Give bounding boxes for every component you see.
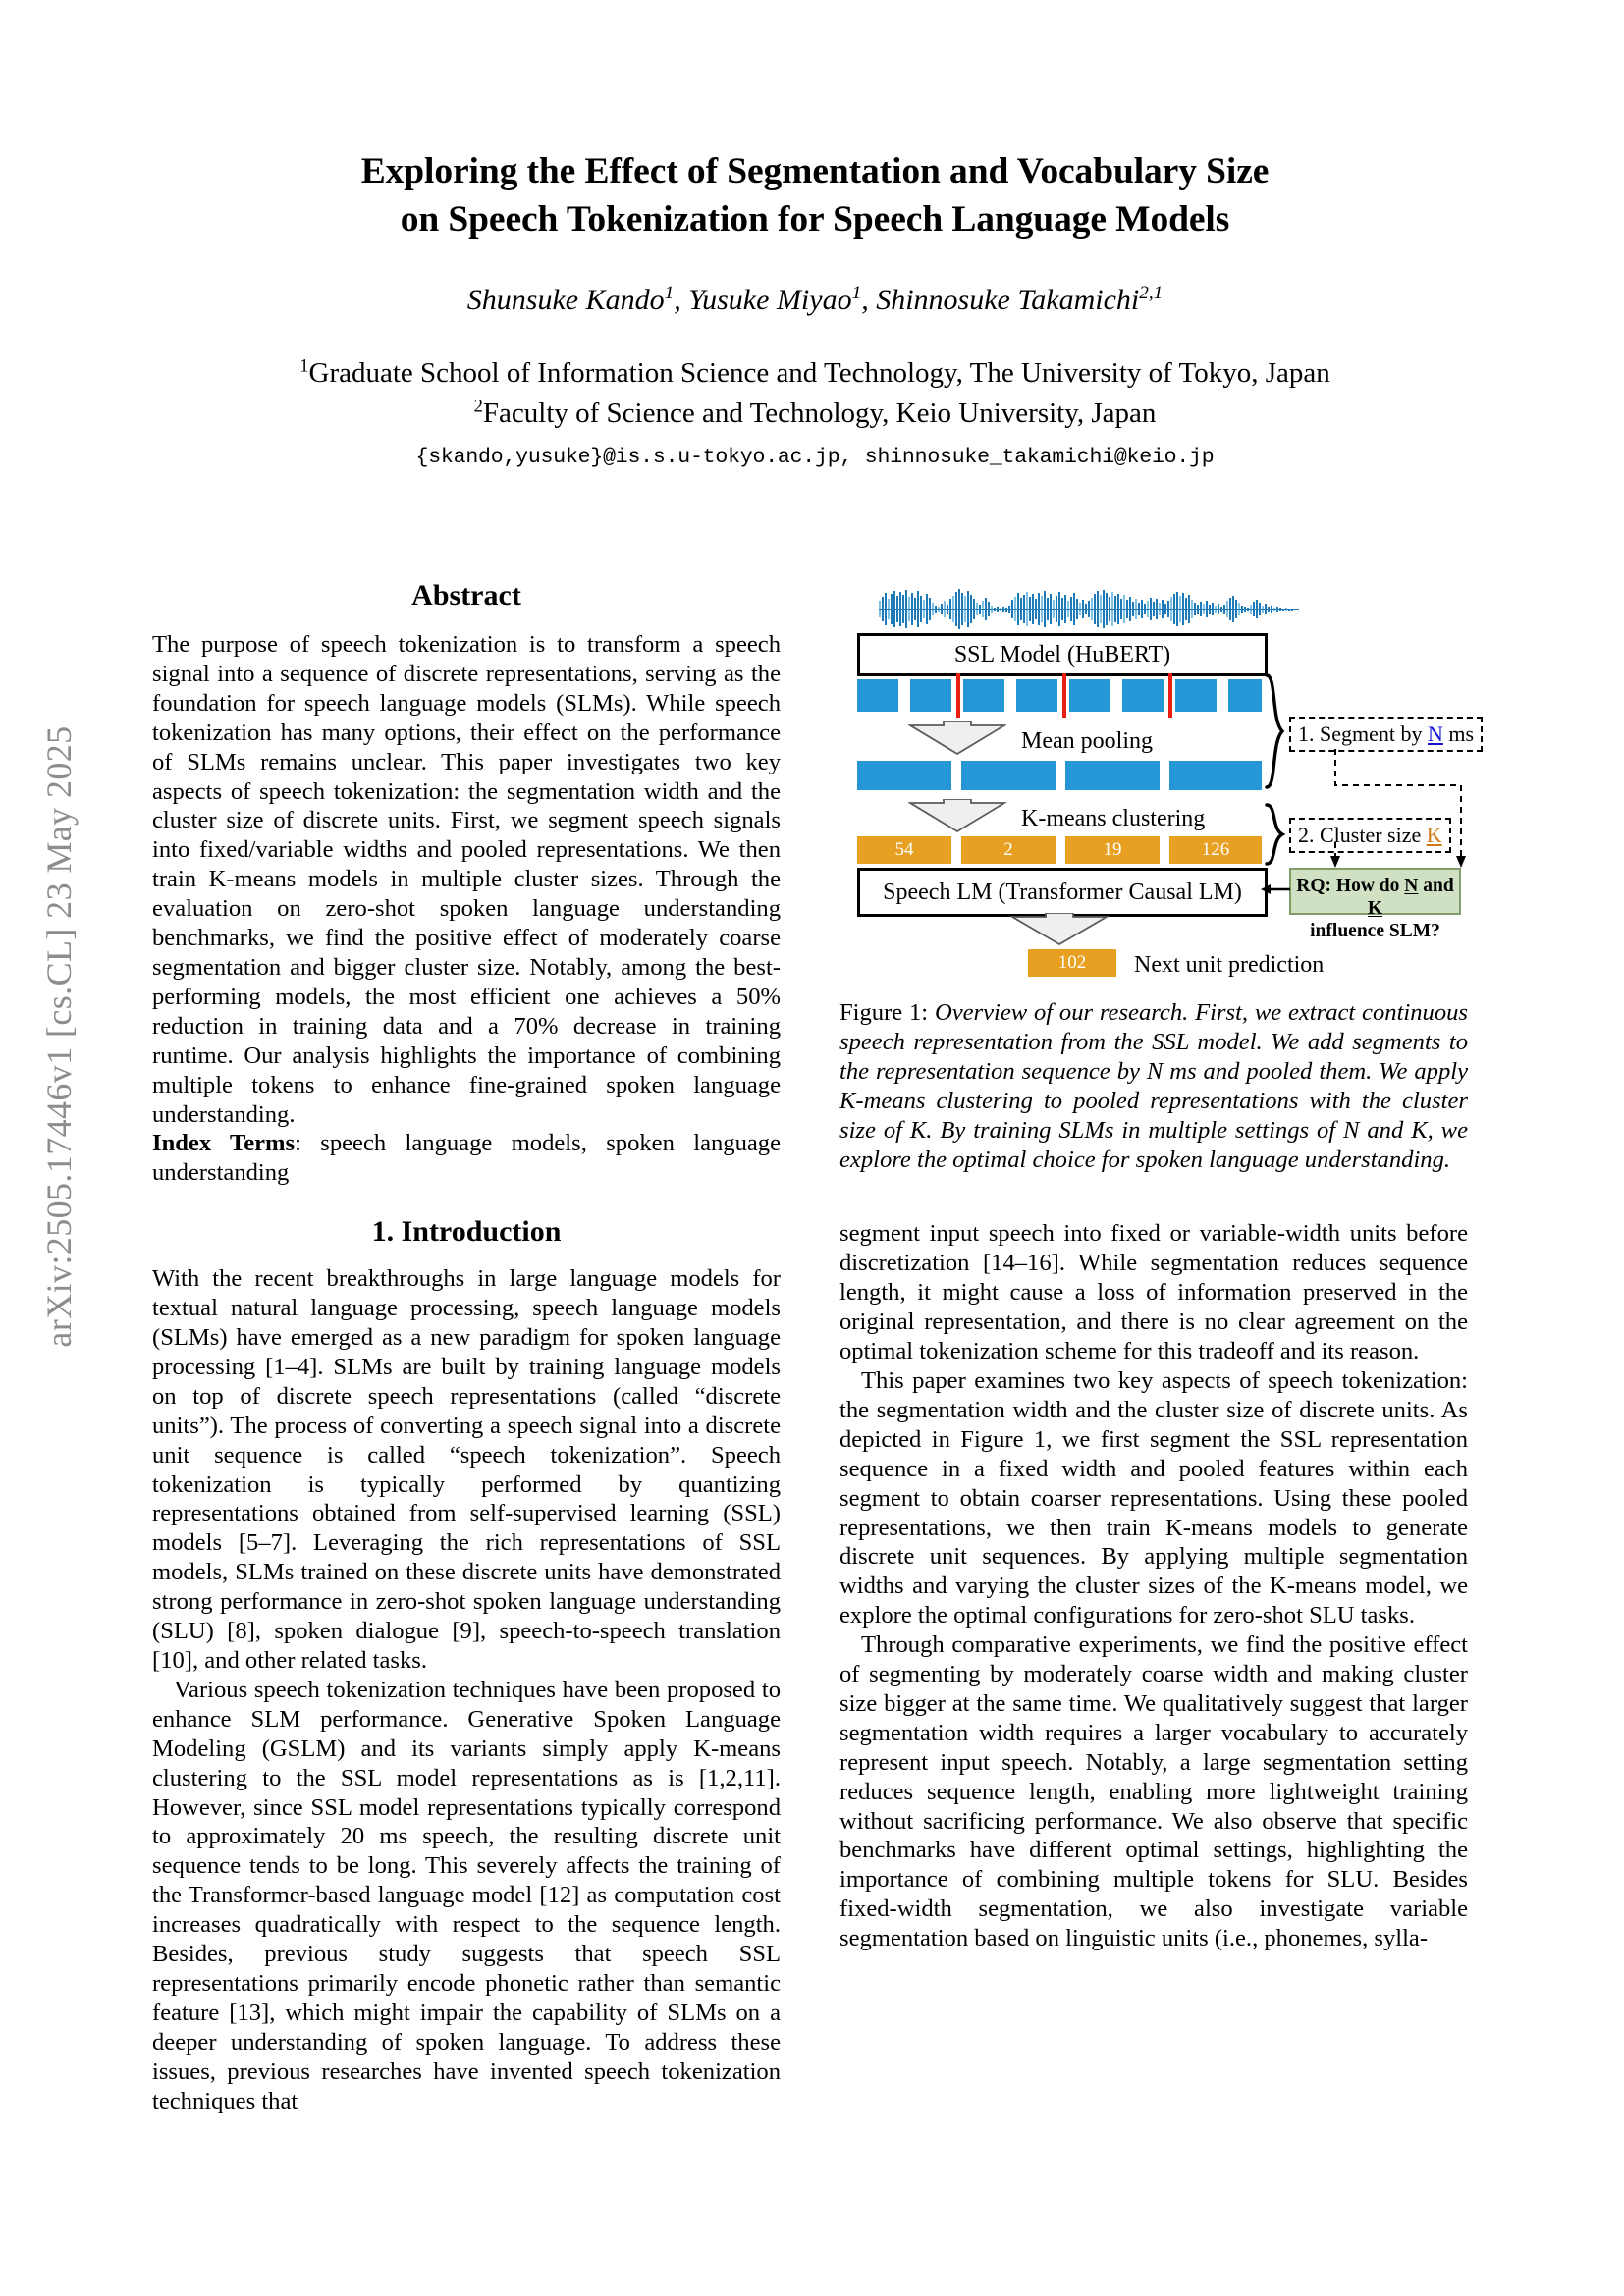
arxiv-stamp: arXiv:2505.17446v1 [cs.CL] 23 May 2025 bbox=[39, 725, 79, 1348]
figure-caption-number: Figure 1: bbox=[839, 999, 935, 1026]
pooled-cell bbox=[1065, 761, 1160, 790]
index-terms-line bbox=[152, 1129, 781, 1188]
affiliation-1 bbox=[152, 353, 1478, 394]
rq-variable-k: K bbox=[1367, 898, 1383, 919]
annotation-cluster-prefix: 2. Cluster size bbox=[1298, 823, 1427, 847]
column-gap-spacer bbox=[839, 1174, 1468, 1219]
index-terms-value: : speech language models, spoken language understanding bbox=[152, 1130, 781, 1187]
rq-to-slm-arrow-icon bbox=[1260, 881, 1291, 902]
author-2-affiliation-marker: 1 bbox=[851, 283, 862, 303]
cluster-brace-icon bbox=[1264, 803, 1285, 867]
contact-emails: {skando,yusuke}@is.s.u-tokyo.ac.jp, shinnosuke_takamichi@keio.jp bbox=[415, 446, 1215, 469]
figure-1-caption bbox=[839, 998, 1468, 1174]
rq-prefix: RQ: How do bbox=[1296, 876, 1405, 896]
intro-paragraph-2: Various speech tokenization techniques have been proposed to enhance SLM performance. Generative Spoken Language Modeling (GSLM) and its variants simply apply K-means clustering to the SSL model representations as is [1,2,11]. However, since SSL model representations typically correspond to approximately 20 ms speech, the resulting discrete unit sequence tends to be long. This severely affects the training of the Transformer-based language model [12] as computation cost increases quadratically with respect to the sequence length. Besides, previous study suggests that speech SSL representations primarily encode phonetic rather than semantic feature [13], which might impair the capability of SLMs on a deeper understanding of spoken language. To address these issues, previous researches have invented speech tokenization techniques that bbox=[152, 1676, 781, 2114]
discrete-unit-cell: 54 bbox=[857, 836, 951, 864]
figure-1-graphic bbox=[839, 579, 1475, 987]
rq-conjunction: and bbox=[1418, 876, 1454, 896]
author-2-name: , Yusuke Miyao bbox=[674, 284, 852, 316]
affiliation-2 bbox=[152, 394, 1478, 434]
segment-boundary-tick bbox=[956, 673, 960, 718]
frame-cell bbox=[1016, 679, 1057, 712]
ssl-model-box: SSL Model (HuBERT) bbox=[857, 633, 1268, 676]
segment-boundary-tick bbox=[1168, 673, 1172, 718]
affiliation-1-text: Graduate School of Information Science and Technology, The University of Tokyo, Japan bbox=[308, 357, 1330, 389]
page-title bbox=[152, 147, 1478, 243]
affiliation-2-marker: 2 bbox=[473, 396, 483, 417]
frame-cell bbox=[1175, 679, 1217, 712]
index-terms-label: Index Terms bbox=[152, 1130, 296, 1157]
intro-paragraph-5: Through comparative experiments, we find the positive effect of segmenting by moderately coarse width and making cluster size bigger at the same time. We qualitatively suggest that larger segmentation width requires a larger vocabulary to accurately represent input speech. Notably, a large segmentation setting reduces sequence length, enabling more lightweight training without sacrificing performance. We also observe that specific benchmarks have different optimal settings, highlighting the importance of combining multiple tokens for SLU. Besides fixed-width segmentation, we also investigate variable segmentation based on linguistic units (i.e., phonemes, sylla- bbox=[839, 1631, 1468, 1952]
left-column bbox=[152, 579, 781, 2116]
frame-cell bbox=[963, 679, 1004, 712]
right-column bbox=[839, 579, 1475, 1953]
frame-cell bbox=[1069, 679, 1110, 712]
kmeans-arrow-icon bbox=[908, 799, 1006, 834]
frame-cell bbox=[910, 679, 951, 712]
pooled-cell bbox=[857, 761, 951, 790]
title-line-2: on Speech Tokenization for Speech Language Models bbox=[400, 199, 1230, 240]
affiliation-list bbox=[152, 353, 1478, 434]
mean-pooling-arrow-icon bbox=[908, 721, 1006, 757]
next-unit-prediction-label: Next unit prediction bbox=[1134, 952, 1325, 978]
affiliation-2-text: Faculty of Science and Technology, Keio University, Japan bbox=[482, 398, 1157, 429]
frame-representation-row bbox=[857, 679, 1262, 712]
author-3-name: , Shinnosuke Takamichi bbox=[861, 284, 1140, 316]
discrete-unit-cell: 126 bbox=[1169, 836, 1262, 864]
research-question-box bbox=[1289, 868, 1461, 941]
intro-paragraph-4: This paper examines two key aspects of speech tokenization: the segmentation width and the cluster size of discrete units. As depicted in Figure 1, we first segment the SSL representation sequence in a fixed width and pooled features within each segment to obtain coarser representations. Using these pooled representations, we then train K-means models to generate discrete unit sequences. By applying multiple segmentation widths and varying the cluster sizes of the K-means model, we explore the optimal configurations for zero-shot SLU tasks. bbox=[839, 1366, 1468, 1629]
discrete-unit-cell: 2 bbox=[961, 836, 1056, 864]
speech-waveform-icon bbox=[869, 587, 1316, 631]
rq-line-2: influence SLM? bbox=[1310, 921, 1440, 941]
speech-lm-box: Speech LM (Transformer Causal LM) bbox=[857, 868, 1268, 917]
intro-paragraph-3: segment input speech into fixed or variable-width units before discretization [14–16]. While segmentation reduces sequence length, it might cause a loss of information preserved in the original representation, and there is no clear agreement on the optimal tokenization scheme for this tradeoff and its reason. bbox=[839, 1220, 1468, 1365]
annotation-segment-prefix: 1. Segment by bbox=[1298, 721, 1428, 746]
author-1-affiliation-marker: 1 bbox=[664, 283, 675, 303]
annotation-segment-suffix: ms bbox=[1442, 721, 1475, 746]
segment-brace-icon bbox=[1264, 673, 1285, 791]
author-1-name: Shunsuke Kando bbox=[466, 284, 665, 316]
segment-boundary-tick bbox=[1062, 673, 1066, 718]
annotation-variable-n: N bbox=[1428, 721, 1443, 746]
abstract-paragraph: The purpose of speech tokenization is to transform a speech signal into a sequence of discrete representations, serving as the foundation for speech language models (SLMs). While speech tokenization has many options, their effect on the performance of SLMs remains unclear. This paper investigates two key aspects of speech tokenization: the segmentation width and the cluster size of discrete units. First, we segment speech signals into fixed/variable widths and pooled representations. We then train K-means models in multiple cluster sizes. Through the evaluation on zero-shot spoken language understanding benchmarks, we find the positive effect of moderately coarse segmentation and bigger cluster size. Notably, among the best-performing models, the most efficient one achieves a 50% reduction in training data and a 70% decrease in training runtime. Our analysis highlights the importance of combining multiple tokens to enhance fine-grained spoken language understanding. bbox=[152, 631, 781, 1128]
pooled-cell bbox=[961, 761, 1056, 790]
abstract-heading: Abstract bbox=[411, 579, 521, 612]
rq-variable-n: N bbox=[1404, 876, 1419, 896]
predicted-unit-cell: 102 bbox=[1028, 949, 1116, 977]
discrete-unit-row bbox=[857, 836, 1262, 864]
next-prediction-arrow-icon bbox=[1010, 913, 1109, 946]
annotation-connector-lines bbox=[1286, 744, 1468, 872]
discrete-unit-cell: 19 bbox=[1065, 836, 1160, 864]
figure-caption-text: Overview of our research. First, we extract continuous speech representation from the SSL model. We add segments to the representation sequence by N ms and pooled them. We apply K-means clustering to pooled representations with the cluster size of K. By training SLMs in multiple settings of N and K, we explore the optimal choice for spoken language understanding. bbox=[839, 999, 1468, 1173]
annotation-variable-k: K bbox=[1426, 823, 1442, 847]
frame-cell bbox=[1228, 679, 1262, 712]
frame-cell bbox=[1122, 679, 1164, 712]
introduction-heading: 1. Introduction bbox=[371, 1215, 562, 1249]
author-list bbox=[152, 281, 1478, 320]
affiliation-1-marker: 1 bbox=[299, 355, 309, 377]
title-line-1: Exploring the Effect of Segmentation and Vocabulary Size bbox=[360, 151, 1270, 191]
rq-line-1 bbox=[1291, 875, 1459, 920]
intro-paragraph-1: With the recent breakthroughs in large language models for textual natural language processing, speech language models (SLMs) have emerged as a new paradigm for spoken language processing [1–4]. SLMs are built by training language models on top of discrete speech representations (called “discrete units”). The process of converting a speech signal into a discrete unit sequence is called “speech tokenization”. Speech tokenization is typically performed by quantizing representations obtained from self-supervised learning (SSL) models [5–7]. Leveraging the rich representations of SSL models, SLMs trained on these discrete units have demonstrated strong performance in zero-shot spoken language understanding (SLU) [8], spoken dialogue [9], speech-to-speech translation [10], and other related tasks. bbox=[152, 1265, 781, 1674]
pooled-representation-row bbox=[857, 761, 1262, 790]
title-block bbox=[152, 147, 1478, 469]
author-3-affiliation-marker: 2,1 bbox=[1139, 283, 1164, 303]
mean-pooling-label: Mean pooling bbox=[1021, 728, 1153, 754]
pooled-cell bbox=[1169, 761, 1262, 790]
kmeans-clustering-label: K-means clustering bbox=[1021, 806, 1206, 831]
frame-cell bbox=[857, 679, 898, 712]
